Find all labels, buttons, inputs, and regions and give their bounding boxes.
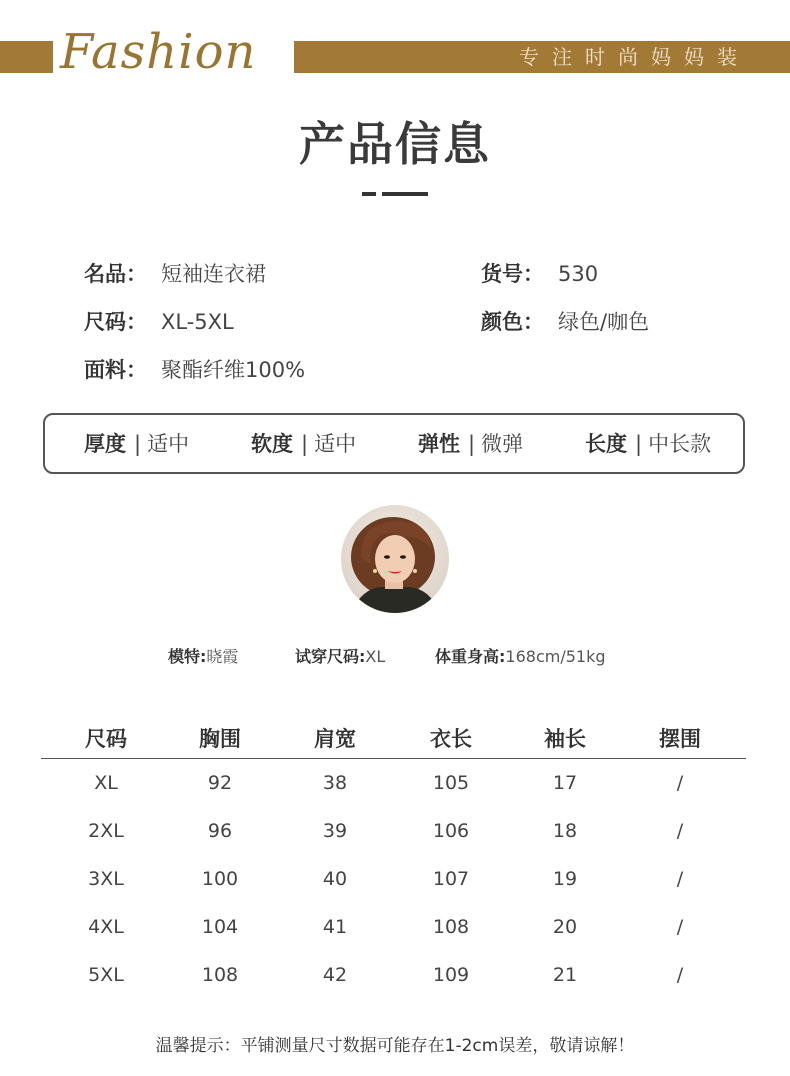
info-name-label: 名品： [84, 262, 147, 286]
attr-label: 厚度 [84, 432, 126, 456]
table-cell: 17 [552, 772, 578, 794]
table-cell: 108 [432, 916, 470, 938]
attr-value: 微弹 [481, 432, 524, 456]
table-cell: 92 [207, 772, 233, 794]
table-cell: / [676, 868, 684, 890]
info-sku-label: 货号： [481, 262, 544, 286]
table-cell: / [676, 916, 684, 938]
info-size-label: 尺码： [84, 310, 147, 334]
size-table-header: 肩宽 [314, 727, 356, 751]
table-cell: 106 [432, 820, 470, 842]
attr-value: 中长款 [648, 432, 712, 456]
model-trial-size [295, 646, 385, 668]
brand-logo: Fashion [60, 24, 257, 80]
info-sku-value: 530 [558, 262, 599, 286]
table-cell: 39 [322, 820, 348, 842]
table-cell: 105 [432, 772, 470, 794]
attr-elasticity [418, 430, 523, 458]
model-trial-value: XL [365, 647, 386, 666]
table-cell: 40 [322, 868, 348, 890]
table-cell: 41 [322, 916, 348, 938]
table-cell: 20 [552, 916, 578, 938]
table-cell: 3XL [88, 868, 124, 890]
model-body-label: 体重身高: [435, 647, 506, 666]
table-cell: 107 [432, 868, 470, 890]
model-name-value: 晓霞 [206, 647, 239, 666]
info-name-value: 短袖连衣裙 [161, 262, 266, 286]
table-cell: 109 [432, 964, 470, 986]
size-table-header: 摆围 [659, 727, 701, 751]
header-slogan: 专注时尚妈妈装 [519, 45, 750, 69]
attr-separator: | [468, 432, 476, 456]
attr-value: 适中 [314, 432, 357, 456]
info-size-value: XL-5XL [161, 310, 234, 334]
model-trial-label: 试穿尺码: [295, 647, 366, 666]
table-cell: 42 [322, 964, 348, 986]
table-cell: 21 [552, 964, 578, 986]
table-cell: 5XL [88, 964, 124, 986]
table-cell: 108 [201, 964, 239, 986]
table-cell: 38 [322, 772, 348, 794]
info-color [481, 308, 649, 336]
model-avatar [341, 505, 449, 613]
model-name-label: 模特: [168, 647, 207, 666]
model-body-value: 168cm/51kg [505, 647, 606, 666]
table-cell: 19 [552, 868, 578, 890]
size-table-header: 胸围 [199, 727, 241, 751]
table-cell: 2XL [88, 820, 124, 842]
attr-softness [251, 430, 356, 458]
info-fabric-value: 聚酯纤维100% [161, 358, 306, 382]
info-sku [481, 260, 598, 288]
attr-label: 弹性 [418, 432, 460, 456]
info-color-label: 颜色： [481, 310, 544, 334]
table-cell: 4XL [88, 916, 124, 938]
table-cell: XL [94, 772, 118, 794]
size-table-header: 尺码 [85, 727, 127, 751]
title-divider-long [382, 192, 428, 196]
model-body [435, 646, 606, 668]
attr-length [585, 430, 711, 458]
footer-note: 温馨提示：平铺测量尺寸数据可能存在1-2cm误差，敬请谅解！ [155, 1036, 635, 1056]
table-cell: 104 [201, 916, 239, 938]
model-name [168, 646, 238, 668]
attr-separator: | [134, 432, 142, 456]
table-cell: 96 [207, 820, 233, 842]
size-table-header: 衣长 [430, 727, 472, 751]
info-fabric [84, 356, 305, 384]
attr-label: 长度 [585, 432, 627, 456]
attr-value: 适中 [147, 432, 190, 456]
table-cell: / [676, 772, 684, 794]
info-fabric-label: 面料： [84, 358, 147, 382]
info-name [84, 260, 266, 288]
attr-thickness [84, 430, 189, 458]
attr-separator: | [301, 432, 309, 456]
table-cell: / [676, 820, 684, 842]
table-cell: 18 [552, 820, 578, 842]
header-band-left [0, 41, 53, 73]
table-cell: / [676, 964, 684, 986]
size-table-rule [41, 758, 746, 759]
info-color-value: 绿色/咖色 [558, 310, 650, 334]
size-table-header: 袖长 [544, 727, 586, 751]
page-title: 产品信息 [299, 117, 491, 171]
attr-label: 软度 [251, 432, 293, 456]
attr-separator: | [635, 432, 643, 456]
table-cell: 100 [201, 868, 239, 890]
title-divider-short [362, 192, 376, 196]
info-size [84, 308, 234, 336]
